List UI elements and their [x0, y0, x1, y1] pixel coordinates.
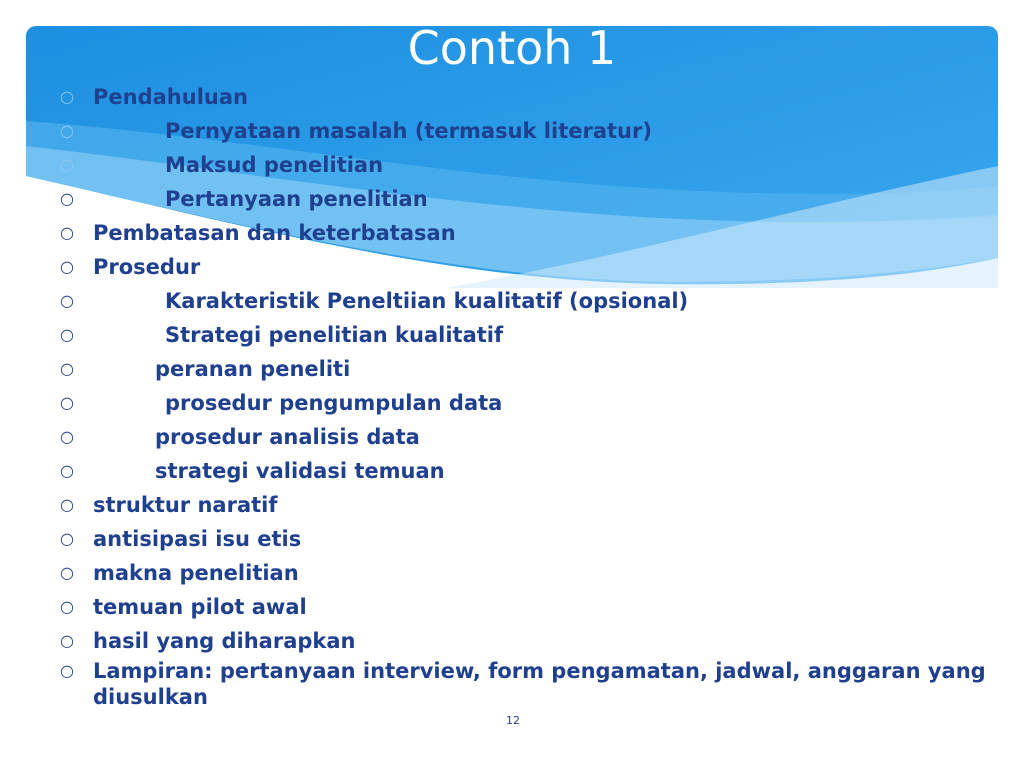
- page-number: 12: [506, 714, 520, 727]
- list-item: ○ makna penelitian: [60, 556, 1000, 590]
- circle-bullet-icon: ○: [60, 563, 74, 582]
- circle-bullet-icon: ○: [60, 87, 74, 106]
- list-item: ○ Prosedur: [60, 250, 1000, 284]
- circle-bullet-icon: ○: [60, 359, 74, 378]
- list-item: ○ prosedur pengumpulan data: [60, 386, 1000, 420]
- list-item: ○ Lampiran: pertanyaan interview, form pengamatan, jadwal, anggaran yang diusulkan: [60, 659, 986, 709]
- list-item: ○ strategi validasi temuan: [60, 454, 1000, 488]
- circle-bullet-icon: ○: [60, 529, 74, 548]
- list-item: ○ Strategi penelitian kualitatif: [60, 318, 1000, 352]
- circle-bullet-icon: ○: [60, 121, 74, 140]
- circle-bullet-icon: ○: [60, 631, 74, 650]
- circle-bullet-icon: ○: [60, 393, 74, 412]
- list-item: ○ Maksud penelitian: [60, 148, 1000, 182]
- list-item: ○ Pernyataan masalah (termasuk literatur): [60, 114, 1000, 148]
- list-item: ○ peranan peneliti: [60, 352, 1000, 386]
- circle-bullet-icon: ○: [60, 325, 74, 344]
- list-item: ○ temuan pilot awal: [60, 590, 1000, 624]
- list-item: ○ prosedur analisis data: [60, 420, 1000, 454]
- list-item: ○ struktur naratif: [60, 488, 1000, 522]
- circle-bullet-icon: ○: [60, 661, 74, 680]
- circle-bullet-icon: ○: [60, 189, 74, 208]
- circle-bullet-icon: ○: [60, 495, 74, 514]
- circle-bullet-icon: ○: [60, 223, 74, 242]
- circle-bullet-icon: ○: [60, 461, 74, 480]
- circle-bullet-icon: ○: [60, 427, 74, 446]
- circle-bullet-icon: ○: [60, 291, 74, 310]
- list-item: ○ Pendahuluan: [60, 80, 1000, 114]
- circle-bullet-icon: ○: [60, 257, 74, 276]
- bullet-list: [60, 80, 1000, 710]
- list-item: ○ antisipasi isu etis: [60, 522, 1000, 556]
- list-item: ○ Pembatasan dan keterbatasan: [60, 216, 1000, 250]
- list-item: ○ Karakteristik Peneltiian kualitatif (opsional): [60, 284, 1000, 318]
- list-item: ○ hasil yang diharapkan: [60, 624, 1000, 658]
- slide-title: Contoh 1: [407, 21, 617, 75]
- circle-bullet-icon: ○: [60, 155, 74, 174]
- circle-bullet-icon: ○: [60, 597, 74, 616]
- list-item: ○ Pertanyaan penelitian: [60, 182, 1000, 216]
